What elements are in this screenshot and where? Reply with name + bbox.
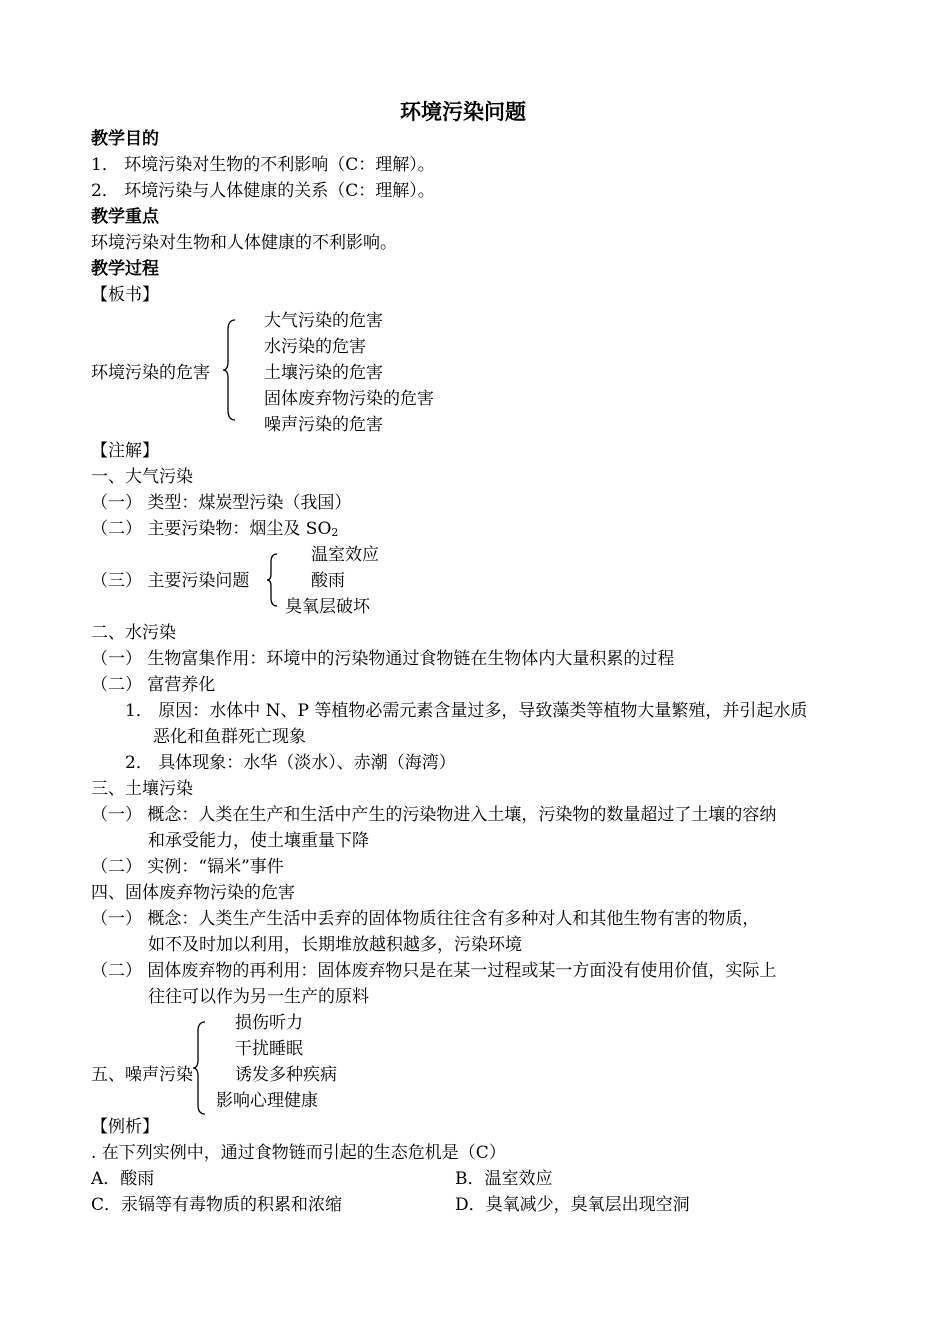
question-stem: . 在下列实例中，通过食物链而引起的生态危机是（C） xyxy=(91,1143,506,1163)
goal-item-2: 2． 环境污染与人体健康的关系（C：理解）。 xyxy=(91,181,435,201)
option-b: B．温室效应 xyxy=(455,1169,553,1189)
solid-concept-line: 如不及时加以利用，长期堆放越积越多，污染环境 xyxy=(148,935,522,955)
noise-item: 干扰睡眠 xyxy=(235,1039,303,1059)
option-c: C．汞镉等有毒物质的积累和浓缩 xyxy=(91,1195,343,1215)
focus-text: 环境污染对生物和人体健康的不利影响。 xyxy=(91,233,397,253)
noise-heading: 五、噪声污染 xyxy=(91,1065,193,1085)
water-eutro-line: （二） 富营养化 xyxy=(91,675,216,695)
solid-reuse-line: 往往可以作为另一生产的原料 xyxy=(148,987,369,1007)
air-problems-brace xyxy=(266,552,278,608)
water-bio-line: （一） 生物富集作用：环境中的污染物通过食物链在生物体内大量积累的过程 xyxy=(91,649,675,669)
option-d: D．臭氧减少，臭氧层出现空洞 xyxy=(455,1195,690,1215)
water-heading: 二、水污染 xyxy=(91,623,176,643)
board-item: 固体废弃物污染的危害 xyxy=(264,389,434,409)
water-cause-line: 1． 原因：水体中 N、P 等植物必需元素含量过多，导致藻类等植物大量繁殖，并引起水质 xyxy=(125,701,808,721)
solid-reuse-line: （二） 固体废弃物的再利用：固体废弃物只是在某一过程或某一方面没有使用价值，实际上 xyxy=(91,961,777,981)
option-a: A．酸雨 xyxy=(91,1169,155,1189)
solid-concept-line: （一） 概念：人类生产生活中丢弃的固体物质往往含有多种对人和其他生物有害的物质， xyxy=(91,909,760,929)
soil-concept-line: （一） 概念：人类在生产和生活中产生的污染物进入土壤，污染物的数量超过了土壤的容纳 xyxy=(91,805,777,825)
goal-item-1: 1． 环境污染对生物的不利影响（C：理解）。 xyxy=(91,155,435,175)
goal-heading: 教学目的 xyxy=(91,129,159,149)
solid-heading: 四、固体废弃物污染的危害 xyxy=(91,883,295,903)
air-heading: 一、大气污染 xyxy=(91,467,193,487)
board-item: 大气污染的危害 xyxy=(264,311,383,331)
air-problems-label: （三） 主要污染问题 xyxy=(91,571,250,591)
soil-heading: 三、土壤污染 xyxy=(91,779,193,799)
board-item: 水污染的危害 xyxy=(264,337,366,357)
air-pollutant-line xyxy=(91,518,338,544)
noise-item: 影响心理健康 xyxy=(216,1091,318,1111)
air-pollutant-text: （二） 主要污染物：烟尘及 SO xyxy=(91,519,332,539)
water-phenom-line: 2． 具体现象：水华（淡水）、赤潮（海湾） xyxy=(125,753,456,773)
soil-concept-line: 和承受能力，使土壤重量下降 xyxy=(148,831,369,851)
noise-item: 诱发多种疾病 xyxy=(235,1065,337,1085)
water-cause-line: 恶化和鱼群死亡现象 xyxy=(153,727,306,747)
air-pollutant-subscript: 2 xyxy=(331,526,339,539)
air-type-line: （一） 类型：煤炭型污染（我国） xyxy=(91,493,352,513)
noise-brace xyxy=(192,1020,206,1116)
board-item: 噪声污染的危害 xyxy=(264,415,383,435)
notes-label: 【注解】 xyxy=(91,441,159,461)
board-root: 环境污染的危害 xyxy=(91,363,210,383)
board-brace xyxy=(222,318,236,422)
example-label: 【例析】 xyxy=(91,1117,159,1137)
air-problem-item: 温室效应 xyxy=(311,545,379,565)
board-label: 【板书】 xyxy=(91,285,159,305)
page-title: 环境污染问题 xyxy=(400,100,526,124)
process-heading: 教学过程 xyxy=(91,259,159,279)
air-problem-item: 酸雨 xyxy=(311,571,345,591)
soil-example-line: （二） 实例：“镉米”事件 xyxy=(91,857,284,877)
focus-heading: 教学重点 xyxy=(91,207,159,227)
air-problem-item: 臭氧层破坏 xyxy=(285,597,370,617)
board-item: 土壤污染的危害 xyxy=(264,363,383,383)
noise-item: 损伤听力 xyxy=(235,1013,303,1033)
